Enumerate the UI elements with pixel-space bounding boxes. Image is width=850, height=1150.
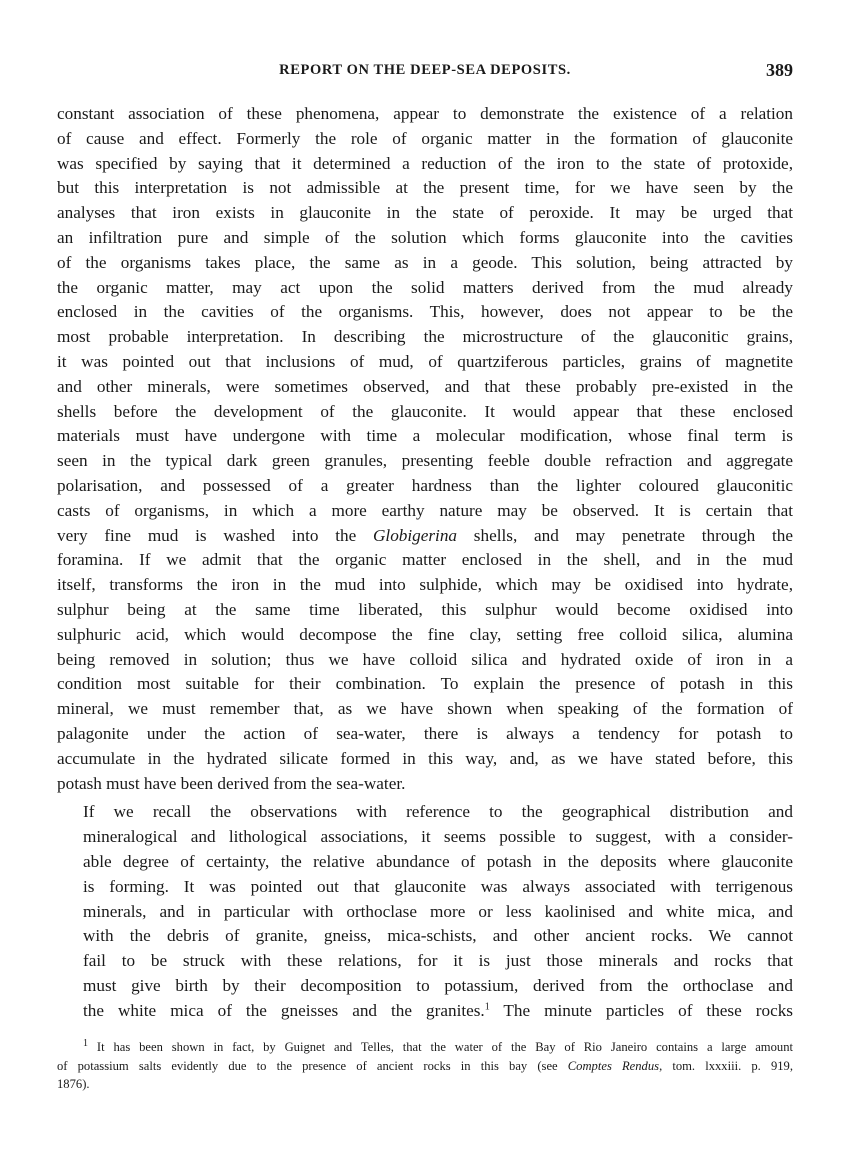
page-number: 389 xyxy=(766,60,793,80)
text-line: potash must have been derived from the sea-water. xyxy=(57,773,406,793)
text-line: itself, transforms the iron in the mud into sulphide, which may be oxidised into hydrate, xyxy=(57,575,793,595)
text-line: If we recall the observations with reference to the geographical distribution and xyxy=(83,802,793,822)
text-line xyxy=(57,999,793,1024)
text-line: mineral, we must remember that, as we have shown when speaking of the formation of xyxy=(57,699,793,719)
text-line: minerals, and in particular with orthoclase more or less kaolinised and white mica, and xyxy=(83,901,793,921)
text-line: materials must have undergone with time a molecular modification, whose final term is xyxy=(57,426,793,446)
text-line: of cause and effect. Formerly the role of organic matter in the formation of glauconite xyxy=(57,128,793,148)
paragraph-2 xyxy=(57,800,793,1023)
text-line: the organic matter, may act upon the solid matters derived from the mud already xyxy=(57,277,793,297)
running-head xyxy=(57,60,793,84)
text-line: fail to be struck with these relations, for it is just those minerals and rocks that xyxy=(83,951,793,971)
text-line: was specified by saying that it determined a reduction of the iron to the state of protoxide, xyxy=(57,153,793,173)
text-line: is forming. It was pointed out that glauconite was always associated with terrigenous xyxy=(83,876,793,896)
text-line: sulphur being at the same time liberated, this sulphur would become oxidised into xyxy=(57,599,793,619)
footnote-reference: 1 xyxy=(484,1000,490,1012)
text-line: condition most suitable for their combination. To explain the presence of potash in this xyxy=(57,674,793,694)
text-line: analyses that iron exists in glauconite in the state of peroxide. It may be urged that xyxy=(57,203,793,223)
text-line: polarisation, and possessed of a greater hardness than the lighter coloured glauconitic xyxy=(57,475,793,495)
footnote-text: , tom. lxxxiii. p. 919, xyxy=(659,1058,793,1073)
text-line: mineralogical and lithological associations, it seems possible to suggest, with a consider- xyxy=(83,827,793,847)
text-line: able degree of certainty, the relative abundance of potash in the deposits where glauconite xyxy=(83,851,793,871)
text-line: must give birth by their decomposition to potassium, derived from the orthoclase and xyxy=(83,975,793,995)
text-line: casts of organisms, in which a more earthy nature may be observed. It is certain that xyxy=(57,500,793,520)
text-line: constant association of these phenomena, appear to demonstrate the existence of a relation xyxy=(57,104,793,123)
paragraph-1 xyxy=(57,102,793,796)
text-line: most probable interpretation. In describing the microstructure of the glauconitic grains, xyxy=(57,327,793,347)
text-line: seen in the typical dark green granules, presenting feeble double refraction and aggregate xyxy=(57,451,793,471)
text-line: but this interpretation is not admissible at the present time, for we have seen by the xyxy=(57,178,793,198)
text-line xyxy=(57,524,793,549)
document-page xyxy=(57,0,793,1150)
text-line: and other minerals, were sometimes observed, and that these probably pre-existed in the xyxy=(57,376,793,396)
footnote-text: of potassium salts evidently due to the presence of ancient rocks in this bay (see xyxy=(57,1058,568,1073)
text-line: it was pointed out that inclusions of mud, of quartziferous particles, grains of magnetite xyxy=(57,351,793,371)
text-fragment: shells, and may penetrate through the xyxy=(457,525,793,545)
text-fragment: very fine mud is washed into the xyxy=(57,525,373,545)
footnote-line: 1876). xyxy=(57,1077,90,1091)
text-line: being removed in solution; thus we have colloid silica and hydrated oxide of iron in a xyxy=(57,649,793,669)
footnote-line xyxy=(57,1038,793,1057)
text-fragment: the white mica of the gneisses and the granites. xyxy=(83,1000,485,1020)
text-line: sulphuric acid, which would decompose the fine clay, setting free colloid silica, alumina xyxy=(57,624,793,644)
text-line: shells before the development of the glauconite. It would appear that these enclosed xyxy=(57,401,793,421)
text-line: with the debris of granite, gneiss, mica-schists, and other ancient rocks. We cannot xyxy=(83,926,793,946)
text-line: enclosed in the cavities of the organisms. This, however, does not appear to be the xyxy=(57,302,793,322)
text-line: palagonite under the action of sea-water, there is always a tendency for potash to xyxy=(57,723,793,743)
footnote-journal-title: Comptes Rendus xyxy=(567,1058,660,1073)
footnote-marker: 1 xyxy=(83,1037,88,1049)
footnote-line xyxy=(57,1057,793,1076)
footnotes xyxy=(57,1038,793,1094)
text-line: foramina. If we admit that the organic matter enclosed in the shell, and in the mud xyxy=(57,550,793,570)
body-text xyxy=(57,102,793,1023)
text-fragment: The minute particles of these rocks xyxy=(489,1000,793,1020)
text-line: accumulate in the hydrated silicate formed in this way, and, as we have stated before, this xyxy=(57,748,793,768)
text-line: an infiltration pure and simple of the solution which forms glauconite into the cavities xyxy=(57,227,793,247)
running-head-title: REPORT ON THE DEEP-SEA DEPOSITS. xyxy=(279,62,571,78)
text-line: of the organisms takes place, the same as in a geode. This solution, being attracted by xyxy=(57,252,793,272)
footnote-text: It has been shown in fact, by Guignet and Telles, that the water of the Bay of Rio Janeiro contains a large amount xyxy=(96,1040,793,1054)
italic-species-name: Globigerina xyxy=(373,525,458,545)
